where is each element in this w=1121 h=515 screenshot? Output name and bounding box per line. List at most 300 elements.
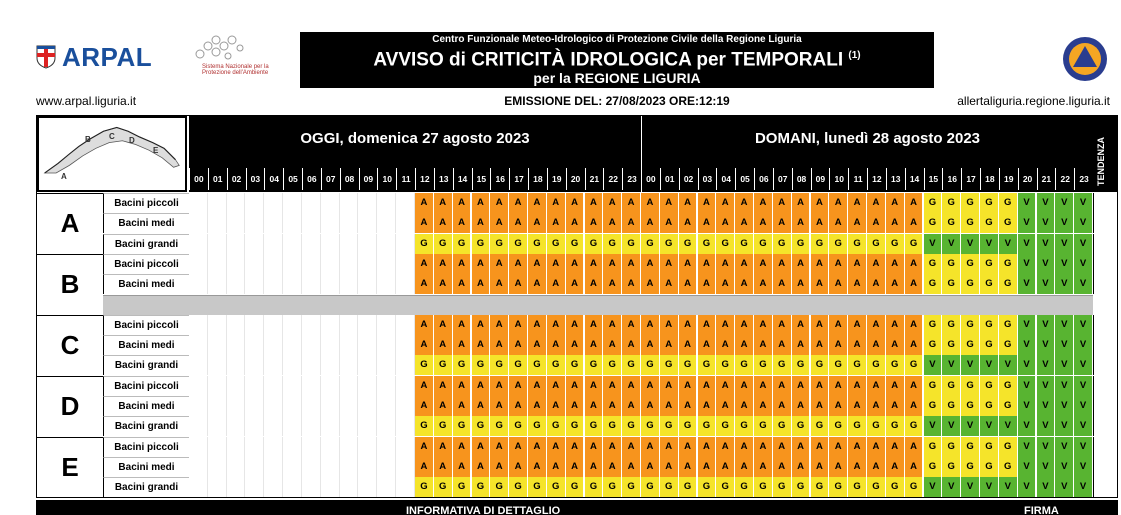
forecast-cell	[377, 335, 396, 355]
title-box	[300, 32, 934, 88]
forecast-cell	[377, 457, 396, 477]
forecast-cell	[340, 193, 359, 213]
forecast-cell: A	[641, 437, 660, 457]
forecast-cell: V	[924, 416, 943, 436]
forecast-cell: G	[980, 396, 999, 416]
hour-header: 14	[453, 168, 472, 190]
hour-header: 02	[227, 168, 246, 190]
hour-header: 03	[698, 168, 717, 190]
forecast-cell: A	[829, 193, 848, 213]
forecast-cell	[208, 335, 227, 355]
forecast-cell: A	[453, 335, 472, 355]
forecast-cell: A	[660, 193, 679, 213]
forecast-cell: A	[754, 335, 773, 355]
forecast-cell	[246, 477, 265, 497]
forecast-cell: A	[773, 376, 792, 396]
forecast-cell	[396, 396, 415, 416]
zone-label: A	[37, 193, 103, 254]
forecast-cell: A	[698, 457, 717, 477]
forecast-cell: G	[434, 477, 453, 497]
forecast-cell: A	[641, 213, 660, 233]
forecast-cell: V	[1074, 477, 1093, 497]
forecast-cell: V	[961, 355, 980, 375]
forecast-cell: V	[1074, 457, 1093, 477]
forecast-cell: G	[509, 234, 528, 254]
forecast-cell: G	[886, 416, 905, 436]
forecast-cell: A	[905, 213, 924, 233]
forecast-cell: G	[961, 315, 980, 335]
forecast-cell	[340, 457, 359, 477]
zone-label: D	[37, 376, 103, 437]
forecast-cell	[359, 213, 378, 233]
forecast-cell: A	[509, 315, 528, 335]
forecast-cell: A	[547, 457, 566, 477]
forecast-cell	[340, 416, 359, 436]
forecast-cell	[208, 396, 227, 416]
forecast-cell: A	[434, 193, 453, 213]
hour-header: 05	[735, 168, 754, 190]
forecast-cell: A	[472, 213, 491, 233]
footer-detail: INFORMATIVA DI DETTAGLIO	[406, 505, 561, 515]
forecast-cell: G	[980, 457, 999, 477]
forecast-cell	[227, 213, 246, 233]
forecast-cell: A	[735, 396, 754, 416]
forecast-cell: A	[490, 335, 509, 355]
forecast-cell: G	[453, 416, 472, 436]
forecast-cell: A	[905, 315, 924, 335]
forecast-cell: V	[1055, 274, 1074, 294]
forecast-cell: A	[735, 274, 754, 294]
forecast-cell: A	[603, 376, 622, 396]
forecast-cell: G	[792, 416, 811, 436]
forecast-cell: A	[905, 254, 924, 274]
forecast-cell: A	[886, 457, 905, 477]
forecast-cell	[321, 254, 340, 274]
forecast-cell	[359, 477, 378, 497]
forecast-cell: A	[490, 213, 509, 233]
forecast-cell: A	[434, 274, 453, 294]
url-allerta[interactable]: allertaliguria.regione.liguria.it	[957, 94, 1110, 108]
forecast-cell: G	[641, 234, 660, 254]
forecast-cell: V	[1074, 396, 1093, 416]
forecast-cell: G	[566, 416, 585, 436]
forecast-cell: G	[942, 437, 961, 457]
forecast-cell	[340, 315, 359, 335]
forecast-cell: A	[698, 437, 717, 457]
forecast-cell: A	[867, 274, 886, 294]
forecast-cell: G	[961, 376, 980, 396]
forecast-cell: G	[905, 477, 924, 497]
forecast-cell: A	[509, 254, 528, 274]
forecast-cell: A	[811, 335, 830, 355]
forecast-cell	[359, 254, 378, 274]
forecast-cell	[396, 477, 415, 497]
forecast-cell	[227, 315, 246, 335]
forecast-cell: A	[566, 274, 585, 294]
forecast-cell: A	[434, 437, 453, 457]
forecast-cell: A	[679, 213, 698, 233]
forecast-cell: V	[1037, 376, 1056, 396]
forecast-cell	[359, 396, 378, 416]
forecast-cell: G	[773, 477, 792, 497]
forecast-cell: G	[999, 213, 1018, 233]
forecast-cell	[321, 437, 340, 457]
forecast-cell: A	[585, 193, 604, 213]
forecast-cell: V	[980, 477, 999, 497]
forecast-cell: A	[472, 274, 491, 294]
forecast-cell: A	[754, 457, 773, 477]
forecast-cell	[264, 437, 283, 457]
forecast-cell: V	[1055, 335, 1074, 355]
hour-header: 12	[415, 168, 434, 190]
hour-header: 13	[886, 168, 905, 190]
hour-header: 22	[1055, 168, 1074, 190]
forecast-cell: A	[698, 254, 717, 274]
forecast-cell: A	[848, 396, 867, 416]
forecast-cell: G	[698, 416, 717, 436]
forecast-cell: G	[848, 477, 867, 497]
forecast-cell: G	[528, 416, 547, 436]
forecast-cell: A	[829, 254, 848, 274]
forecast-cell: A	[792, 193, 811, 213]
forecast-row	[189, 457, 1093, 477]
forecast-cell	[321, 193, 340, 213]
forecast-cell	[227, 234, 246, 254]
tendency-cell	[1093, 213, 1117, 233]
forecast-cell	[283, 477, 302, 497]
forecast-cell: A	[472, 315, 491, 335]
forecast-cell: A	[716, 457, 735, 477]
forecast-cell: A	[660, 213, 679, 233]
forecast-cell	[302, 437, 321, 457]
forecast-cell	[396, 355, 415, 375]
tendency-cell	[1093, 234, 1117, 254]
forecast-cell	[321, 396, 340, 416]
forecast-cell: V	[961, 234, 980, 254]
forecast-cell: A	[509, 193, 528, 213]
forecast-cell: V	[1055, 477, 1074, 497]
forecast-cell: G	[924, 254, 943, 274]
forecast-cell: A	[905, 437, 924, 457]
forecast-cell	[189, 274, 208, 294]
forecast-cell: G	[867, 477, 886, 497]
forecast-cell: G	[905, 234, 924, 254]
forecast-cell: A	[716, 315, 735, 335]
forecast-cell: V	[1037, 213, 1056, 233]
forecast-cell: A	[698, 274, 717, 294]
forecast-cell	[264, 274, 283, 294]
forecast-cell: G	[698, 477, 717, 497]
map-zone-label: E	[153, 146, 159, 155]
forecast-cell: V	[1074, 437, 1093, 457]
basin-label: Bacini medi	[103, 213, 189, 233]
forecast-cell: A	[603, 315, 622, 335]
forecast-cell	[283, 213, 302, 233]
forecast-cell: A	[453, 213, 472, 233]
hour-header: 00	[189, 168, 208, 190]
forecast-row	[189, 416, 1093, 436]
forecast-cell: A	[603, 254, 622, 274]
forecast-cell: V	[1037, 315, 1056, 335]
forecast-cell	[283, 254, 302, 274]
forecast-cell: A	[679, 457, 698, 477]
forecast-cell: V	[1055, 193, 1074, 213]
forecast-cell: G	[716, 416, 735, 436]
forecast-cell: A	[829, 335, 848, 355]
forecast-cell: A	[905, 396, 924, 416]
forecast-cell: A	[811, 193, 830, 213]
forecast-cell: A	[867, 193, 886, 213]
forecast-cell: A	[679, 193, 698, 213]
forecast-cell: A	[735, 254, 754, 274]
forecast-cell: V	[1037, 274, 1056, 294]
forecast-cell	[359, 274, 378, 294]
forecast-cell: V	[980, 234, 999, 254]
forecast-cell	[227, 416, 246, 436]
forecast-cell	[227, 335, 246, 355]
forecast-cell	[340, 396, 359, 416]
forecast-cell: A	[679, 254, 698, 274]
forecast-cell: A	[509, 437, 528, 457]
forecast-cell: A	[811, 376, 830, 396]
forecast-cell: G	[980, 376, 999, 396]
forecast-cell	[227, 396, 246, 416]
forecast-cell: A	[886, 254, 905, 274]
forecast-cell: G	[924, 315, 943, 335]
forecast-cell: A	[773, 254, 792, 274]
tendency-cell	[1093, 477, 1117, 497]
hour-header: 19	[547, 168, 566, 190]
forecast-cell	[189, 234, 208, 254]
hour-header: 17	[961, 168, 980, 190]
forecast-cell: A	[848, 274, 867, 294]
forecast-cell	[208, 416, 227, 436]
hour-header: 14	[905, 168, 924, 190]
forecast-cell: A	[603, 437, 622, 457]
forecast-cell: G	[980, 254, 999, 274]
forecast-cell: G	[980, 315, 999, 335]
arpal-logo-text: ARPAL	[62, 41, 153, 72]
forecast-cell: V	[1018, 213, 1037, 233]
forecast-cell: G	[829, 477, 848, 497]
forecast-cell	[340, 355, 359, 375]
forecast-cell: A	[641, 457, 660, 477]
forecast-cell: G	[679, 355, 698, 375]
forecast-cell: A	[622, 376, 641, 396]
forecast-cell: A	[585, 335, 604, 355]
forecast-cell: V	[1074, 355, 1093, 375]
forecast-cell: G	[603, 355, 622, 375]
forecast-cell: G	[698, 234, 717, 254]
forecast-cell: V	[1074, 335, 1093, 355]
forecast-cell: G	[716, 234, 735, 254]
forecast-cell: G	[472, 355, 491, 375]
forecast-cell: G	[660, 416, 679, 436]
hour-header: 07	[321, 168, 340, 190]
forecast-cell: A	[754, 213, 773, 233]
forecast-cell: A	[848, 437, 867, 457]
forecast-cell: V	[999, 355, 1018, 375]
hour-header: 15	[472, 168, 491, 190]
forecast-cell: A	[472, 193, 491, 213]
forecast-cell: V	[1055, 355, 1074, 375]
forecast-cell	[264, 477, 283, 497]
forecast-cell: G	[547, 355, 566, 375]
forecast-cell: G	[999, 274, 1018, 294]
basin-label: Bacini piccoli	[103, 437, 189, 457]
forecast-cell: A	[434, 335, 453, 355]
forecast-cell	[189, 193, 208, 213]
forecast-cell: G	[415, 355, 434, 375]
forecast-cell: G	[942, 376, 961, 396]
forecast-cell: A	[829, 376, 848, 396]
forecast-row	[189, 477, 1093, 497]
forecast-cell: G	[924, 213, 943, 233]
forecast-cell: A	[622, 335, 641, 355]
forecast-cell: A	[585, 213, 604, 233]
forecast-cell: A	[566, 396, 585, 416]
forecast-cell: A	[735, 193, 754, 213]
forecast-cell: A	[811, 315, 830, 335]
forecast-cell: A	[848, 335, 867, 355]
forecast-cell: V	[1055, 396, 1074, 416]
forecast-cell	[189, 335, 208, 355]
forecast-cell: A	[886, 335, 905, 355]
forecast-cell: V	[942, 416, 961, 436]
forecast-cell: A	[735, 213, 754, 233]
forecast-cell: A	[867, 376, 886, 396]
protezione-civile-logo-icon	[1062, 36, 1108, 82]
forecast-cell	[340, 477, 359, 497]
forecast-cell: G	[829, 234, 848, 254]
forecast-cell	[359, 234, 378, 254]
forecast-cell: G	[999, 315, 1018, 335]
forecast-cell: A	[453, 315, 472, 335]
forecast-cell: A	[867, 254, 886, 274]
forecast-cell	[321, 416, 340, 436]
forecast-cell	[283, 396, 302, 416]
forecast-cell: A	[509, 213, 528, 233]
hour-header: 11	[396, 168, 415, 190]
forecast-cell: G	[811, 355, 830, 375]
forecast-cell: V	[1018, 376, 1037, 396]
forecast-cell	[227, 355, 246, 375]
forecast-cell: G	[999, 437, 1018, 457]
forecast-cell	[264, 254, 283, 274]
forecast-cell	[227, 457, 246, 477]
forecast-cell	[264, 355, 283, 375]
hour-header: 01	[660, 168, 679, 190]
forecast-cell: A	[754, 274, 773, 294]
forecast-cell	[264, 213, 283, 233]
forecast-cell: G	[980, 437, 999, 457]
forecast-cell	[208, 213, 227, 233]
forecast-cell: G	[811, 234, 830, 254]
basin-label: Bacini medi	[103, 274, 189, 294]
forecast-cell: V	[1018, 315, 1037, 335]
zone-label: E	[37, 437, 103, 498]
hour-header: 06	[302, 168, 321, 190]
forecast-row	[189, 234, 1093, 254]
hour-header: 22	[603, 168, 622, 190]
forecast-cell	[246, 355, 265, 375]
forecast-cell	[359, 315, 378, 335]
forecast-cell: A	[660, 274, 679, 294]
forecast-cell: A	[773, 335, 792, 355]
forecast-cell: A	[528, 396, 547, 416]
forecast-cell: V	[1074, 416, 1093, 436]
forecast-cell: V	[1055, 213, 1074, 233]
forecast-cell: A	[453, 254, 472, 274]
tendency-cell	[1093, 274, 1117, 294]
forecast-cell	[377, 355, 396, 375]
forecast-cell: A	[566, 193, 585, 213]
url-arpal[interactable]: www.arpal.liguria.it	[36, 94, 137, 108]
forecast-cell: A	[547, 335, 566, 355]
forecast-cell: V	[1055, 376, 1074, 396]
forecast-cell: A	[415, 457, 434, 477]
forecast-cell: V	[942, 477, 961, 497]
forecast-cell: A	[754, 376, 773, 396]
forecast-cell	[396, 234, 415, 254]
basin-label: Bacini piccoli	[103, 376, 189, 396]
forecast-row	[189, 355, 1093, 375]
hour-header: 18	[980, 168, 999, 190]
forecast-cell: G	[942, 274, 961, 294]
forecast-cell	[246, 376, 265, 396]
forecast-cell: G	[924, 396, 943, 416]
forecast-cell	[208, 376, 227, 396]
forecast-cell: A	[472, 254, 491, 274]
forecast-cell: G	[434, 416, 453, 436]
forecast-cell: G	[566, 234, 585, 254]
forecast-cell: G	[415, 416, 434, 436]
forecast-cell	[396, 213, 415, 233]
forecast-cell	[208, 193, 227, 213]
forecast-cell: G	[961, 396, 980, 416]
forecast-cell	[396, 315, 415, 335]
map-zone-label: D	[129, 136, 135, 145]
forecast-cell	[189, 254, 208, 274]
forecast-cell: A	[886, 315, 905, 335]
forecast-cell: A	[528, 193, 547, 213]
forecast-cell: A	[528, 437, 547, 457]
forecast-cell	[396, 437, 415, 457]
forecast-cell: A	[566, 376, 585, 396]
forecast-cell: V	[942, 234, 961, 254]
forecast-cell: A	[585, 376, 604, 396]
forecast-cell: G	[528, 355, 547, 375]
forecast-cell: A	[434, 254, 453, 274]
forecast-cell: A	[415, 376, 434, 396]
forecast-cell: G	[811, 477, 830, 497]
page-title-text: AVVISO di CRITICITÀ IDROLOGICA per TEMPORALI	[373, 49, 844, 71]
forecast-cell: G	[924, 376, 943, 396]
forecast-cell	[321, 376, 340, 396]
forecast-cell: A	[773, 315, 792, 335]
forecast-cell: A	[716, 213, 735, 233]
forecast-cell: A	[886, 396, 905, 416]
forecast-cell	[396, 274, 415, 294]
forecast-cell: V	[961, 477, 980, 497]
forecast-cell: G	[641, 355, 660, 375]
forecast-cell: V	[980, 355, 999, 375]
forecast-cell: A	[528, 457, 547, 477]
snpa-logo	[190, 34, 272, 86]
forecast-cell	[377, 213, 396, 233]
forecast-cell: A	[622, 315, 641, 335]
forecast-cell: A	[490, 376, 509, 396]
